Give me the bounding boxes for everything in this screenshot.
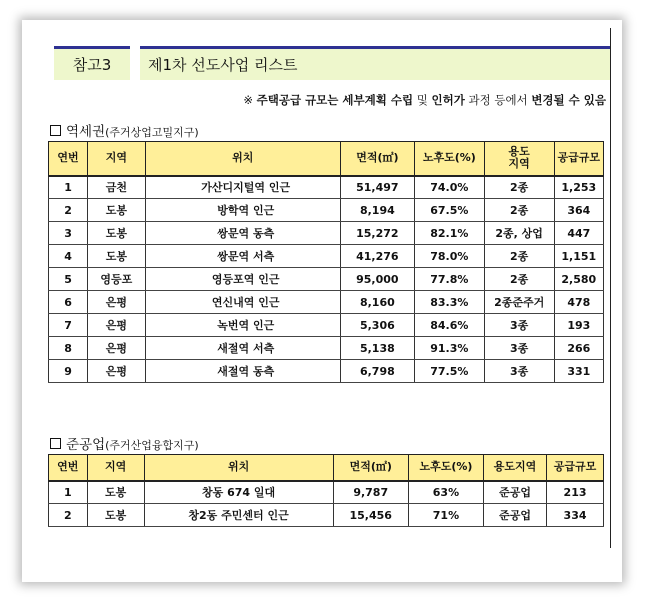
column-header: 지역	[87, 455, 144, 481]
table-cell: 213	[547, 481, 604, 504]
table-cell: 7	[49, 314, 88, 337]
column-header: 면적(㎡)	[340, 142, 414, 176]
table-cell: 은평	[88, 337, 146, 360]
table-cell: 가산디지털역 인근	[145, 176, 340, 199]
table-cell: 331	[554, 360, 603, 383]
table-cell: 녹번역 인근	[145, 314, 340, 337]
table-row	[49, 222, 604, 245]
notice-bold-1: 주택공급 규모는 세부계획 수립	[256, 93, 414, 107]
table-cell: 은평	[88, 314, 146, 337]
table-cell: 영등포역 인근	[145, 268, 340, 291]
document-card	[22, 20, 622, 582]
table-cell: 쌍문역 서측	[145, 245, 340, 268]
table-cell: 71%	[408, 504, 483, 527]
table-cell: 1	[49, 176, 88, 199]
table-cell: 1	[49, 481, 88, 504]
notice-text-1: 및	[413, 93, 432, 107]
table-cell: 2종	[484, 199, 554, 222]
table-header-row	[49, 455, 604, 481]
table-cell: 5,138	[340, 337, 414, 360]
table-cell: 15,456	[333, 504, 408, 527]
table-row	[49, 176, 604, 199]
table-cell: 4	[49, 245, 88, 268]
table-cell: 15,272	[340, 222, 414, 245]
table-cell: 금천	[88, 176, 146, 199]
checkbox-square-icon	[50, 125, 61, 136]
table-cell: 3	[49, 222, 88, 245]
column-header: 면적(㎡)	[333, 455, 408, 481]
column-header: 용도지역	[484, 455, 547, 481]
table-cell: 2종	[484, 176, 554, 199]
table-cell: 6	[49, 291, 88, 314]
station-heading: 역세권	[66, 124, 106, 140]
table-cell: 8	[49, 337, 88, 360]
table-cell: 3종	[484, 314, 554, 337]
industrial-subheading: (주거산업융합지구)	[105, 439, 199, 452]
table-cell: 2종, 상업	[484, 222, 554, 245]
table-row	[49, 268, 604, 291]
station-section-heading	[50, 120, 199, 140]
table-cell: 266	[554, 337, 603, 360]
table-row	[49, 314, 604, 337]
table-cell: 1,151	[554, 245, 603, 268]
column-header: 용도 지역	[484, 142, 554, 176]
table-cell: 쌍문역 동측	[145, 222, 340, 245]
table-cell: 9	[49, 360, 88, 383]
table-cell: 51,497	[340, 176, 414, 199]
notice-bold-3: 변경될 수 있음	[531, 93, 606, 107]
table-cell: 창동 674 일대	[144, 481, 333, 504]
table-cell: 영등포	[88, 268, 146, 291]
doc-title: 제1차 선도사업 리스트	[140, 46, 610, 80]
table-cell: 478	[554, 291, 603, 314]
table-cell: 8,194	[340, 199, 414, 222]
table-cell: 은평	[88, 360, 146, 383]
table-cell: 1,253	[554, 176, 603, 199]
table-cell: 2,580	[554, 268, 603, 291]
table-cell: 은평	[88, 291, 146, 314]
table-cell: 2	[49, 504, 88, 527]
table-cell: 5	[49, 268, 88, 291]
table-cell: 74.0%	[414, 176, 484, 199]
table-cell: 도봉	[88, 245, 146, 268]
table-cell: 84.6%	[414, 314, 484, 337]
industrial-section-heading	[50, 433, 199, 453]
table-cell: 83.3%	[414, 291, 484, 314]
table-cell: 방학역 인근	[145, 199, 340, 222]
table-cell: 41,276	[340, 245, 414, 268]
notice-bold-2: 인허가	[431, 93, 465, 107]
checkbox-square-icon	[50, 438, 61, 449]
table-cell: 78.0%	[414, 245, 484, 268]
table-row	[49, 291, 604, 314]
notice-text	[243, 92, 606, 108]
table-cell: 447	[554, 222, 603, 245]
column-header: 노후도(%)	[414, 142, 484, 176]
table-row	[49, 504, 604, 527]
table-cell: 77.8%	[414, 268, 484, 291]
table-cell: 2종	[484, 268, 554, 291]
table-cell: 91.3%	[414, 337, 484, 360]
notice-text-2: 과정 등에서	[464, 93, 532, 107]
table-cell: 77.5%	[414, 360, 484, 383]
column-header: 노후도(%)	[408, 455, 483, 481]
table-cell: 8,160	[340, 291, 414, 314]
table-cell: 새절역 동측	[145, 360, 340, 383]
table-cell: 연신내역 인근	[145, 291, 340, 314]
table-cell: 193	[554, 314, 603, 337]
table-cell: 준공업	[484, 481, 547, 504]
table-cell: 준공업	[484, 504, 547, 527]
doc-header	[48, 46, 610, 80]
industrial-heading: 준공업	[66, 437, 106, 453]
table-cell: 새절역 서측	[145, 337, 340, 360]
column-header: 위치	[145, 142, 340, 176]
table-cell: 67.5%	[414, 199, 484, 222]
table-row	[49, 199, 604, 222]
table-cell: 364	[554, 199, 603, 222]
table-cell: 3종	[484, 337, 554, 360]
table-cell: 3종	[484, 360, 554, 383]
table-body	[49, 176, 604, 383]
table-cell: 2종	[484, 245, 554, 268]
table-cell: 2	[49, 199, 88, 222]
table-cell: 창2동 주민센터 인근	[144, 504, 333, 527]
table-cell: 2종준주거	[484, 291, 554, 314]
table-header-row	[49, 142, 604, 176]
table-cell: 도봉	[87, 481, 144, 504]
table-cell: 5,306	[340, 314, 414, 337]
column-header: 연번	[49, 142, 88, 176]
table-cell: 334	[547, 504, 604, 527]
notice-prefix: ※	[243, 93, 257, 107]
table-cell: 63%	[408, 481, 483, 504]
station-subheading: (주거상업고밀지구)	[105, 126, 199, 139]
table-cell: 82.1%	[414, 222, 484, 245]
column-header: 공급규모	[547, 455, 604, 481]
table-cell: 9,787	[333, 481, 408, 504]
table-cell: 도봉	[88, 222, 146, 245]
column-header: 위치	[144, 455, 333, 481]
column-header: 공급규모	[554, 142, 603, 176]
table-row	[49, 337, 604, 360]
table-row	[49, 245, 604, 268]
reference-label: 참고3	[54, 46, 130, 80]
table-cell: 도봉	[87, 504, 144, 527]
table-cell: 6,798	[340, 360, 414, 383]
table-row	[49, 481, 604, 504]
column-header: 지역	[88, 142, 146, 176]
document-page	[48, 28, 611, 548]
table-cell: 95,000	[340, 268, 414, 291]
station-table	[48, 141, 604, 383]
column-header: 연번	[49, 455, 88, 481]
table-body	[49, 481, 604, 527]
table-row	[49, 360, 604, 383]
table-cell: 도봉	[88, 199, 146, 222]
industrial-table	[48, 454, 604, 527]
